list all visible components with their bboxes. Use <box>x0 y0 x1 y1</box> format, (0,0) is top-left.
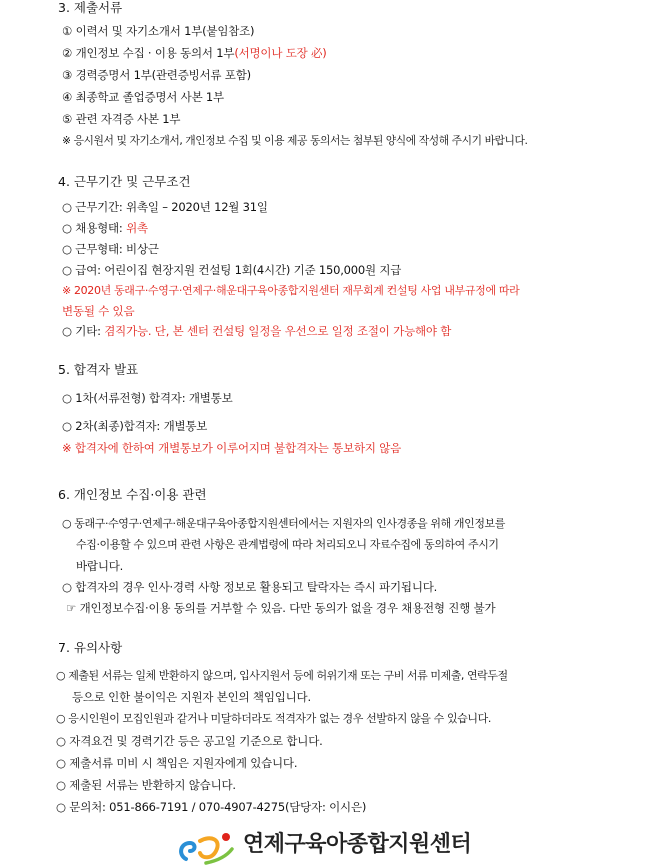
section-7-heading: 7. 유의사항 <box>58 640 123 655</box>
contact-info: ○ 문의처: 051-866-7191 / 070-4907-4275(담당자: 이시은) <box>56 800 367 814</box>
notice-item-3: ○ 자격요건 및 경력기간 등은 공고일 기준으로 합니다. <box>56 734 323 748</box>
privacy-para-1-line-3: 바랍니다. <box>76 559 124 573</box>
section-6-heading: 6. 개인정보 수집·이용 관련 <box>58 487 207 502</box>
salary-note-line-1: ※ 2020년 동래구·수영구·연제구·해운대구육아종합지원센터 재무회계 컨설팅 사업 내부규정에 따라 <box>62 284 520 297</box>
other-conditions-value: 겸직가능. 단, 본 센터 컨설팅 일정을 우선으로 일정 조절이 가능해야 함 <box>104 324 452 338</box>
employment-type-label: ○ 채용형태: <box>62 221 127 235</box>
work-period: ○ 근무기간: 위촉일 – 2020년 12월 31일 <box>62 200 268 214</box>
doc-item-3: ③ 경력증명서 1부(관련증빙서류 포함) <box>62 68 251 82</box>
privacy-para-2: ○ 합격자의 경우 인사·경력 사항 정보로 활용되고 탈락자는 즉시 파기됩니다. <box>62 580 438 594</box>
other-conditions-label: ○ 기타: <box>62 324 105 338</box>
first-round-result: ○ 1차(서류전형) 합격자: 개별통보 <box>62 391 233 405</box>
doc-note: ※ 응시원서 및 자기소개서, 개인정보 수집 및 이용 제공 동의서는 첨부된 양식에 작성해 주시기 바랍니다. <box>62 134 528 147</box>
notice-item-1-line-1: ○ 제출된 서류는 일체 반환하지 않으며, 입사지원서 등에 허위기재 또는 구비 서류 미제출, 연락두절 <box>56 669 508 682</box>
salary-note-line-2: 변동될 수 있음 <box>62 304 135 318</box>
doc-item-2-text: ② 개인정보 수집 · 이용 동의서 1부 <box>62 46 235 60</box>
notice-item-1-line-2: 등으로 인한 불이익은 지원자 본인의 책임입니다. <box>72 690 311 704</box>
notice-item-5: ○ 제출된 서류는 반환하지 않습니다. <box>56 778 236 792</box>
doc-item-1: ① 이력서 및 자기소개서 1부(붙임참조) <box>62 24 255 38</box>
notice-item-2: ○ 응시인원이 모집인원과 같거나 미달하더라도 적격자가 없는 경우 선발하지 않을 수 있습니다. <box>56 712 491 725</box>
center-name: 연제구육아종합지원센터 <box>243 832 472 857</box>
doc-item-2-note: (서명이나 도장 必) <box>234 46 327 60</box>
final-round-result: ○ 2차(최종)합격자: 개별통보 <box>62 419 208 433</box>
notice-item-4: ○ 제출서류 미비 시 책임은 지원자에게 있습니다. <box>56 756 298 770</box>
center-logo-icon <box>176 829 238 865</box>
privacy-para-1-line-1: ○ 동래구·수영구·연제구·해운대구육아종합지원센터에서는 지원자의 인사경종을 위해 개인정보를 <box>62 517 506 530</box>
work-type: ○ 근무형태: 비상근 <box>62 242 159 256</box>
section-5-heading: 5. 합격자 발표 <box>58 362 139 377</box>
employment-type-value: 위촉 <box>126 221 148 235</box>
section-3-heading: 3. 제출서류 <box>58 0 123 15</box>
privacy-para-1-line-2: 수집·이용할 수 있으며 관련 사항은 관계법령에 따라 처리되오니 자료수집에 동의하여 주시기 <box>76 538 499 551</box>
section-4-heading: 4. 근무기간 및 근무조건 <box>58 174 191 189</box>
doc-item-4: ④ 최종학교 졸업증명서 사본 1부 <box>62 90 224 104</box>
salary: ○ 급여: 어린이집 현장지원 컨설팅 1회(4시간) 기준 150,000원 지급 <box>62 263 402 277</box>
doc-item-5: ⑤ 관련 자격증 사본 1부 <box>62 112 181 126</box>
privacy-para-3: ☞ 개인정보수집·이용 동의를 거부할 수 있음. 다만 동의가 없을 경우 채용전형 진행 불가 <box>66 601 496 615</box>
employment-type <box>62 220 148 236</box>
other-conditions <box>62 323 451 339</box>
result-note: ※ 합격자에 한하여 개별통보가 이루어지며 불합격자는 통보하지 않음 <box>62 441 402 455</box>
doc-item-2 <box>62 45 327 61</box>
